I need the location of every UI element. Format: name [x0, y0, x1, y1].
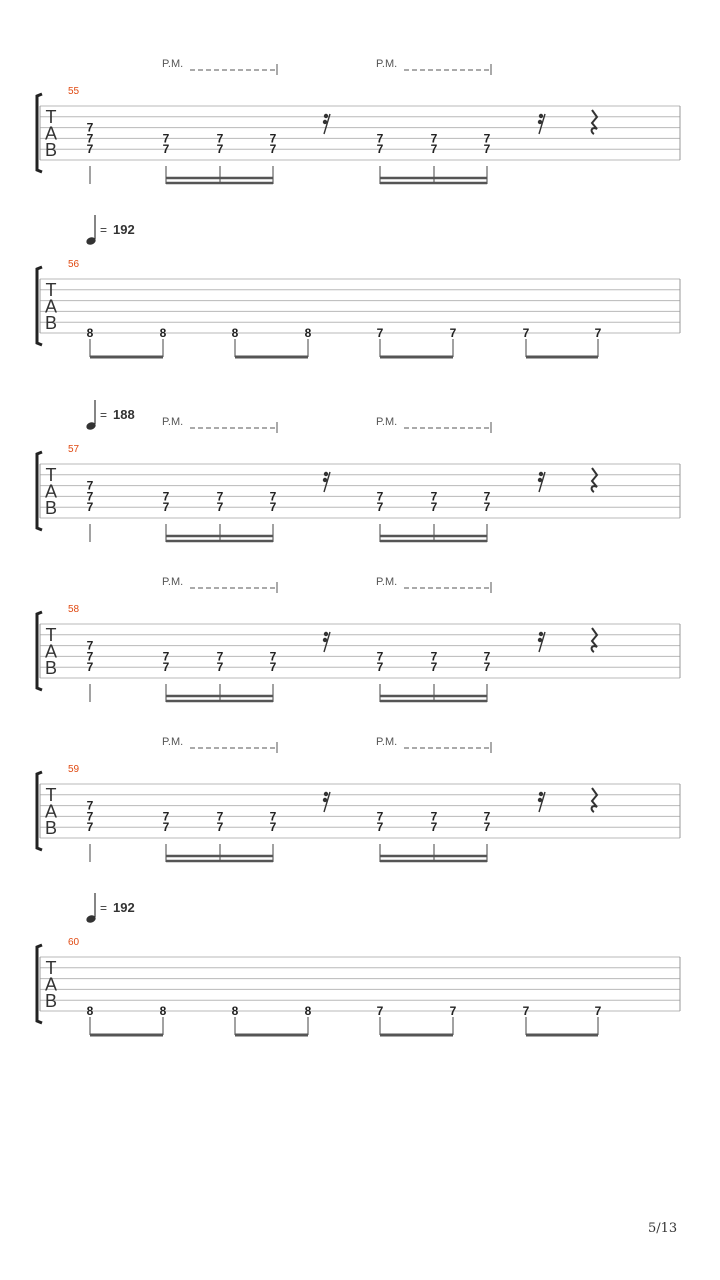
measure-number: 56	[68, 259, 80, 270]
tempo-value: 192	[113, 900, 135, 915]
fret-number: 7	[430, 489, 438, 504]
fret-number: 7	[449, 326, 457, 340]
tab-system	[37, 576, 680, 702]
fret-number: 7	[162, 660, 170, 675]
fret-number: 7	[162, 489, 170, 504]
fret-number: 7	[269, 500, 277, 515]
palm-mute-label: P.M.	[162, 416, 184, 428]
tab-clef-letter: T	[45, 280, 57, 300]
fret-number: 7	[162, 142, 170, 157]
rest-flag	[539, 792, 543, 796]
tab-system	[37, 736, 680, 862]
tab-clef-letter: B	[44, 313, 58, 333]
rest-flag	[323, 478, 327, 482]
rest-flag	[324, 792, 328, 796]
fret-number: 7	[483, 142, 491, 157]
fret-number: 7	[430, 809, 438, 824]
rest-flag	[538, 478, 542, 482]
fret-number: 7	[483, 500, 491, 515]
fret-number: 7	[216, 489, 224, 504]
rest-flag	[539, 114, 543, 118]
tab-clef-letter: A	[44, 481, 58, 502]
fret-number: 7	[376, 660, 384, 675]
measure-number: 59	[68, 764, 80, 775]
fret-number: 7	[430, 649, 438, 664]
fret-number: 7	[483, 660, 491, 675]
fret-number: 7	[483, 489, 491, 504]
fret-number: 7	[376, 131, 384, 146]
palm-mute-label: P.M.	[162, 576, 184, 588]
tempo-equals: =	[100, 223, 108, 237]
fret-number: 7	[376, 142, 384, 157]
fret-number: 8	[159, 326, 167, 340]
tab-system	[37, 58, 680, 184]
fret-number: 7	[483, 649, 491, 664]
tab-clef-letter: B	[44, 991, 58, 1011]
measure-number: 55	[68, 86, 80, 97]
fret-number: 7	[449, 1004, 457, 1018]
rest-flag	[538, 638, 542, 642]
fret-number: 7	[216, 809, 224, 824]
fret-number: 7	[483, 131, 491, 146]
page-number: 5/13	[648, 1221, 678, 1236]
fret-number: 7	[376, 809, 384, 824]
fret-number: 7	[430, 131, 438, 146]
fret-number: 7	[522, 1004, 530, 1018]
fret-number: 7	[162, 809, 170, 824]
fret-number: 7	[216, 131, 224, 146]
tab-clef-letter: T	[45, 107, 57, 127]
palm-mute-label: P.M.	[376, 736, 398, 748]
tab-system	[37, 215, 680, 357]
tab-clef-letter: T	[45, 625, 57, 645]
rest-flag	[323, 120, 327, 124]
fret-number: 7	[216, 500, 224, 515]
tab-clef-letter: T	[45, 785, 57, 805]
tempo-equals: =	[100, 408, 108, 422]
fret-number: 8	[86, 326, 94, 340]
fret-number: 7	[269, 660, 277, 675]
fret-number: 7	[269, 809, 277, 824]
tab-clef-letter: B	[44, 818, 58, 838]
fret-number: 7	[430, 820, 438, 835]
rest-flag	[324, 472, 328, 476]
quarter-rest-icon	[592, 110, 597, 134]
tab-clef-letter: A	[44, 296, 58, 317]
fret-number: 7	[86, 660, 94, 675]
fret-number: 7	[376, 1004, 384, 1018]
fret-number: 7	[376, 820, 384, 835]
fret-number: 7	[86, 131, 94, 146]
fret-number: 7	[86, 142, 94, 157]
fret-number: 7	[86, 120, 94, 135]
palm-mute-label: P.M.	[376, 576, 398, 588]
fret-number: 7	[269, 131, 277, 146]
fret-number: 7	[376, 326, 384, 340]
palm-mute-label: P.M.	[162, 58, 184, 70]
fret-number: 8	[86, 1004, 94, 1018]
fret-number: 7	[522, 326, 530, 340]
fret-number: 7	[430, 660, 438, 675]
fret-number: 7	[376, 500, 384, 515]
rest-flag	[539, 632, 543, 636]
tab-clef-letter: A	[44, 123, 58, 144]
fret-number: 7	[162, 820, 170, 835]
rest-flag	[538, 798, 542, 802]
fret-number: 7	[376, 489, 384, 504]
tab-clef-letter: B	[44, 140, 58, 160]
tab-clef-letter: T	[45, 958, 57, 978]
fret-number: 7	[430, 142, 438, 157]
fret-number: 7	[86, 798, 94, 813]
fret-number: 7	[86, 649, 94, 664]
fret-number: 7	[162, 131, 170, 146]
tab-clef-letter: B	[44, 498, 58, 518]
measure-number: 58	[68, 604, 80, 615]
rest-flag	[539, 472, 543, 476]
rest-flag	[324, 114, 328, 118]
fret-number: 7	[269, 820, 277, 835]
fret-number: 7	[376, 649, 384, 664]
fret-number: 7	[86, 478, 94, 493]
tab-clef-letter: T	[45, 465, 57, 485]
fret-number: 7	[216, 142, 224, 157]
rest-flag	[323, 638, 327, 642]
quarter-rest-icon	[592, 468, 597, 492]
fret-number: 7	[483, 809, 491, 824]
fret-number: 8	[304, 1004, 312, 1018]
palm-mute-label: P.M.	[376, 58, 398, 70]
fret-number: 7	[216, 820, 224, 835]
tab-system	[37, 400, 680, 542]
fret-number: 7	[216, 660, 224, 675]
fret-number: 7	[162, 649, 170, 664]
fret-number: 7	[594, 326, 602, 340]
fret-number: 7	[86, 820, 94, 835]
rest-flag	[324, 632, 328, 636]
fret-number: 8	[304, 326, 312, 340]
fret-number: 7	[162, 500, 170, 515]
fret-number: 7	[86, 500, 94, 515]
measure-number: 57	[68, 444, 80, 455]
tab-system	[37, 893, 680, 1035]
fret-number: 7	[86, 809, 94, 824]
fret-number: 7	[86, 489, 94, 504]
tempo-equals: =	[100, 901, 108, 915]
measure-number: 60	[68, 937, 80, 948]
tab-clef-letter: B	[44, 658, 58, 678]
quarter-rest-icon	[592, 788, 597, 812]
fret-number: 7	[269, 649, 277, 664]
quarter-rest-icon	[592, 628, 597, 652]
fret-number: 7	[483, 820, 491, 835]
tab-clef-letter: A	[44, 974, 58, 995]
rest-flag	[538, 120, 542, 124]
fret-number: 8	[231, 326, 239, 340]
tempo-value: 192	[113, 222, 135, 237]
fret-number: 7	[269, 489, 277, 504]
fret-number: 8	[231, 1004, 239, 1018]
palm-mute-label: P.M.	[162, 736, 184, 748]
fret-number: 8	[159, 1004, 167, 1018]
tab-clef-letter: A	[44, 641, 58, 662]
fret-number: 7	[86, 638, 94, 653]
fret-number: 7	[269, 142, 277, 157]
fret-number: 7	[216, 649, 224, 664]
fret-number: 7	[594, 1004, 602, 1018]
fret-number: 7	[430, 500, 438, 515]
rest-flag	[323, 798, 327, 802]
tab-clef-letter: A	[44, 801, 58, 822]
tempo-value: 188	[113, 407, 135, 422]
palm-mute-label: P.M.	[376, 416, 398, 428]
